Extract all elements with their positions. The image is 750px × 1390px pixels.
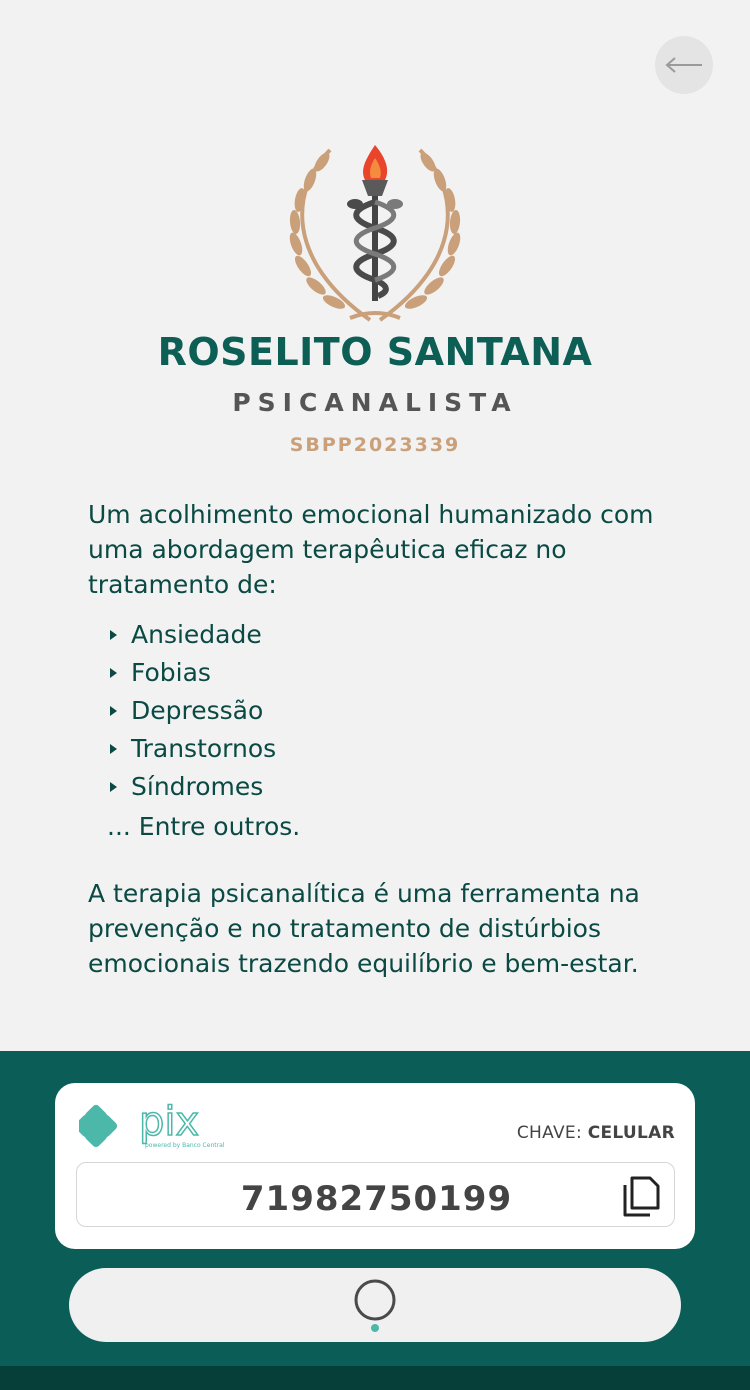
copy-icon[interactable] xyxy=(620,1174,662,1218)
caduceus-laurel-logo xyxy=(270,140,480,330)
closing-text: A terapia psicanalítica é uma ferramenta na prevenção e no tratamento de distúrbios emocionais trazendo equilíbrio e bem-estar. xyxy=(88,879,640,978)
condition-label: Fobias xyxy=(131,658,211,687)
profile-name: ROSELITO SANTANA xyxy=(157,330,593,374)
bullet-icon xyxy=(110,706,117,716)
pix-logo-text: pix xyxy=(139,1099,200,1145)
list-item xyxy=(107,768,276,806)
pix-key-label xyxy=(517,1123,675,1143)
pix-key-copy-field[interactable] xyxy=(76,1162,675,1227)
profile-registry: SBPP2023339 xyxy=(289,434,461,456)
pix-key-label-prefix: CHAVE: xyxy=(516,1123,582,1143)
bullet-icon xyxy=(110,744,117,754)
others-text: ... Entre outros. xyxy=(107,812,301,841)
pix-logo xyxy=(79,1097,239,1153)
condition-label: Transtornos xyxy=(131,734,277,763)
bullet-icon xyxy=(110,668,117,678)
footer-bar xyxy=(0,1366,750,1390)
bullet-icon xyxy=(110,782,117,792)
pix-key-type: CELULAR xyxy=(587,1123,675,1143)
pix-key-value: 71982750199 xyxy=(240,1179,513,1219)
condition-label: Depressão xyxy=(131,696,264,725)
intro-text: Um acolhimento emocional humanizado com uma abordagem terapêutica eficaz no tratamento de: xyxy=(88,500,654,599)
loading-spinner-icon xyxy=(350,1276,400,1334)
conditions-list xyxy=(107,616,276,806)
pix-card xyxy=(55,1083,695,1249)
list-item xyxy=(107,730,276,768)
bullet-icon xyxy=(110,630,117,640)
action-button[interactable] xyxy=(69,1268,681,1342)
list-item xyxy=(107,654,276,692)
arrow-left-icon xyxy=(664,55,704,75)
pix-logo-caption: powered by Banco Central xyxy=(145,1142,225,1149)
list-item xyxy=(107,616,276,654)
profile-profession: PSICANALISTA xyxy=(232,388,518,417)
condition-label: Ansiedade xyxy=(131,620,262,649)
condition-label: Síndromes xyxy=(131,772,264,801)
list-item xyxy=(107,692,276,730)
back-button[interactable] xyxy=(655,36,713,94)
